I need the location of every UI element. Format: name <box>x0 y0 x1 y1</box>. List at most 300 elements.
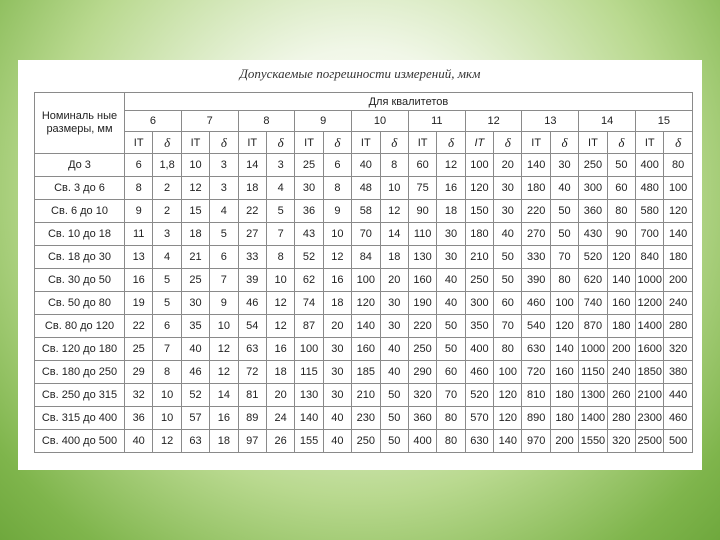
it-value-cell: 400 <box>408 430 436 453</box>
it-value-cell: 460 <box>522 292 550 315</box>
delta-value-cell: 40 <box>323 407 351 430</box>
delta-value-cell: 160 <box>607 292 635 315</box>
it-value-cell: 54 <box>238 315 266 338</box>
delta-value-cell: 80 <box>607 200 635 223</box>
it-value-cell: 40 <box>125 430 153 453</box>
it-value-cell: 480 <box>636 177 664 200</box>
delta-value-cell: 3 <box>210 154 238 177</box>
it-value-cell: 250 <box>465 269 493 292</box>
table-row <box>35 384 693 407</box>
delta-value-cell: 16 <box>210 407 238 430</box>
it-value-cell: 220 <box>522 200 550 223</box>
delta-value-cell: 50 <box>380 384 408 407</box>
it-value-cell: 130 <box>408 246 436 269</box>
table-row <box>35 407 693 430</box>
size-range-cell: Св. 180 до 250 <box>35 361 125 384</box>
it-value-cell: 300 <box>465 292 493 315</box>
delta-value-cell: 200 <box>664 269 692 292</box>
table-row <box>35 154 693 177</box>
it-subheader: IT <box>125 132 153 154</box>
it-value-cell: 75 <box>408 177 436 200</box>
delta-value-cell: 16 <box>323 269 351 292</box>
it-value-cell: 89 <box>238 407 266 430</box>
delta-value-cell: 18 <box>210 430 238 453</box>
delta-value-cell: 30 <box>437 246 465 269</box>
it-value-cell: 57 <box>181 407 209 430</box>
table-row <box>35 223 693 246</box>
it-value-cell: 250 <box>408 338 436 361</box>
table-row <box>35 200 693 223</box>
size-range-cell: Св. 10 до 18 <box>35 223 125 246</box>
delta-value-cell: 50 <box>494 246 522 269</box>
delta-value-cell: 120 <box>550 315 578 338</box>
delta-subheader: δ <box>437 132 465 154</box>
delta-value-cell: 12 <box>210 338 238 361</box>
table-row <box>35 430 693 453</box>
it-value-cell: 210 <box>352 384 380 407</box>
delta-value-cell: 500 <box>664 430 692 453</box>
it-subheader: IT <box>579 132 607 154</box>
delta-value-cell: 180 <box>664 246 692 269</box>
delta-value-cell: 140 <box>607 269 635 292</box>
delta-value-cell: 26 <box>266 430 294 453</box>
delta-value-cell: 50 <box>607 154 635 177</box>
delta-value-cell: 7 <box>266 223 294 246</box>
it-value-cell: 160 <box>408 269 436 292</box>
it-value-cell: 52 <box>181 384 209 407</box>
delta-value-cell: 50 <box>550 200 578 223</box>
it-subheader: IT <box>408 132 436 154</box>
delta-value-cell: 240 <box>607 361 635 384</box>
it-value-cell: 30 <box>181 292 209 315</box>
it-value-cell: 22 <box>125 315 153 338</box>
it-value-cell: 16 <box>125 269 153 292</box>
delta-value-cell: 5 <box>153 292 181 315</box>
grade-header-14: 14 <box>579 111 636 132</box>
delta-subheader: δ <box>153 132 181 154</box>
it-value-cell: 1200 <box>636 292 664 315</box>
delta-value-cell: 16 <box>437 177 465 200</box>
delta-value-cell: 18 <box>266 361 294 384</box>
it-value-cell: 1400 <box>579 407 607 430</box>
delta-value-cell: 7 <box>210 269 238 292</box>
it-value-cell: 185 <box>352 361 380 384</box>
table-row <box>35 292 693 315</box>
delta-value-cell: 10 <box>153 407 181 430</box>
grade-header-9: 9 <box>295 111 352 132</box>
it-value-cell: 19 <box>125 292 153 315</box>
it-subheader: IT <box>295 132 323 154</box>
delta-value-cell: 8 <box>153 361 181 384</box>
delta-value-cell: 50 <box>437 315 465 338</box>
it-value-cell: 140 <box>522 154 550 177</box>
it-value-cell: 11 <box>125 223 153 246</box>
delta-value-cell: 380 <box>664 361 692 384</box>
size-range-cell: Св. 3 до 6 <box>35 177 125 200</box>
it-value-cell: 320 <box>408 384 436 407</box>
delta-value-cell: 4 <box>153 246 181 269</box>
delta-value-cell: 50 <box>437 338 465 361</box>
table-row <box>35 269 693 292</box>
delta-value-cell: 3 <box>153 223 181 246</box>
it-value-cell: 39 <box>238 269 266 292</box>
delta-subheader: δ <box>380 132 408 154</box>
delta-value-cell: 40 <box>437 269 465 292</box>
it-value-cell: 140 <box>295 407 323 430</box>
it-value-cell: 1300 <box>579 384 607 407</box>
it-subheader: IT <box>465 132 493 154</box>
delta-value-cell: 18 <box>437 200 465 223</box>
it-value-cell: 190 <box>408 292 436 315</box>
it-value-cell: 33 <box>238 246 266 269</box>
it-value-cell: 81 <box>238 384 266 407</box>
delta-value-cell: 30 <box>494 200 522 223</box>
it-value-cell: 580 <box>636 200 664 223</box>
delta-subheader: δ <box>494 132 522 154</box>
it-value-cell: 120 <box>352 292 380 315</box>
it-value-cell: 100 <box>295 338 323 361</box>
table-row <box>35 361 693 384</box>
it-value-cell: 14 <box>238 154 266 177</box>
grade-header-15: 15 <box>636 111 693 132</box>
it-value-cell: 220 <box>408 315 436 338</box>
it-subheader: IT <box>522 132 550 154</box>
delta-value-cell: 100 <box>494 361 522 384</box>
it-value-cell: 35 <box>181 315 209 338</box>
it-value-cell: 40 <box>181 338 209 361</box>
it-value-cell: 180 <box>522 177 550 200</box>
delta-subheader: δ <box>607 132 635 154</box>
it-value-cell: 400 <box>636 154 664 177</box>
delta-value-cell: 50 <box>380 430 408 453</box>
it-value-cell: 87 <box>295 315 323 338</box>
it-value-cell: 110 <box>408 223 436 246</box>
delta-value-cell: 140 <box>494 430 522 453</box>
delta-value-cell: 40 <box>380 361 408 384</box>
it-value-cell: 63 <box>181 430 209 453</box>
it-value-cell: 360 <box>579 200 607 223</box>
delta-value-cell: 40 <box>437 292 465 315</box>
it-value-cell: 58 <box>352 200 380 223</box>
it-value-cell: 15 <box>181 200 209 223</box>
delta-value-cell: 30 <box>380 292 408 315</box>
delta-value-cell: 60 <box>607 177 635 200</box>
it-value-cell: 150 <box>465 200 493 223</box>
it-value-cell: 29 <box>125 361 153 384</box>
delta-value-cell: 40 <box>550 177 578 200</box>
delta-value-cell: 18 <box>380 246 408 269</box>
it-value-cell: 1400 <box>636 315 664 338</box>
grades-group-header: Для квалитетов <box>125 93 693 111</box>
delta-value-cell: 120 <box>494 384 522 407</box>
size-range-cell: Св. 315 до 400 <box>35 407 125 430</box>
table-row <box>35 338 693 361</box>
delta-value-cell: 10 <box>210 315 238 338</box>
it-value-cell: 36 <box>125 407 153 430</box>
delta-value-cell: 3 <box>266 154 294 177</box>
it-value-cell: 570 <box>465 407 493 430</box>
delta-value-cell: 5 <box>153 269 181 292</box>
it-value-cell: 140 <box>352 315 380 338</box>
size-range-cell: Св. 120 до 180 <box>35 338 125 361</box>
it-value-cell: 62 <box>295 269 323 292</box>
nominal-size-header: Номиналь ные размеры, мм <box>35 93 125 154</box>
delta-value-cell: 280 <box>664 315 692 338</box>
grade-header-7: 7 <box>181 111 238 132</box>
it-value-cell: 100 <box>352 269 380 292</box>
it-value-cell: 630 <box>522 338 550 361</box>
it-value-cell: 72 <box>238 361 266 384</box>
delta-value-cell: 50 <box>494 269 522 292</box>
it-value-cell: 460 <box>465 361 493 384</box>
it-subheader: IT <box>636 132 664 154</box>
it-value-cell: 6 <box>125 154 153 177</box>
delta-value-cell: 14 <box>380 223 408 246</box>
it-value-cell: 2300 <box>636 407 664 430</box>
delta-value-cell: 12 <box>266 315 294 338</box>
delta-value-cell: 60 <box>494 292 522 315</box>
delta-value-cell: 20 <box>266 384 294 407</box>
delta-subheader: δ <box>664 132 692 154</box>
it-value-cell: 250 <box>579 154 607 177</box>
delta-value-cell: 10 <box>380 177 408 200</box>
grade-header-13: 13 <box>522 111 579 132</box>
it-value-cell: 90 <box>408 200 436 223</box>
it-value-cell: 2100 <box>636 384 664 407</box>
it-value-cell: 160 <box>352 338 380 361</box>
it-value-cell: 290 <box>408 361 436 384</box>
delta-value-cell: 2 <box>153 200 181 223</box>
delta-subheader: δ <box>323 132 351 154</box>
it-value-cell: 46 <box>181 361 209 384</box>
it-value-cell: 520 <box>465 384 493 407</box>
it-value-cell: 97 <box>238 430 266 453</box>
it-value-cell: 13 <box>125 246 153 269</box>
size-range-cell: Св. 80 до 120 <box>35 315 125 338</box>
it-value-cell: 840 <box>636 246 664 269</box>
delta-value-cell: 6 <box>153 315 181 338</box>
it-value-cell: 620 <box>579 269 607 292</box>
it-value-cell: 21 <box>181 246 209 269</box>
it-value-cell: 540 <box>522 315 550 338</box>
delta-value-cell: 460 <box>664 407 692 430</box>
grade-header-8: 8 <box>238 111 295 132</box>
delta-value-cell: 120 <box>664 200 692 223</box>
delta-value-cell: 30 <box>494 177 522 200</box>
it-value-cell: 430 <box>579 223 607 246</box>
it-value-cell: 27 <box>238 223 266 246</box>
it-value-cell: 970 <box>522 430 550 453</box>
it-value-cell: 25 <box>295 154 323 177</box>
it-value-cell: 25 <box>181 269 209 292</box>
table-row <box>35 315 693 338</box>
table-row <box>35 177 693 200</box>
it-value-cell: 25 <box>125 338 153 361</box>
it-value-cell: 40 <box>352 154 380 177</box>
size-range-cell: Св. 18 до 30 <box>35 246 125 269</box>
delta-value-cell: 4 <box>266 177 294 200</box>
delta-value-cell: 90 <box>607 223 635 246</box>
delta-value-cell: 10 <box>153 384 181 407</box>
it-value-cell: 210 <box>465 246 493 269</box>
slide-panel <box>18 60 702 470</box>
delta-value-cell: 6 <box>210 246 238 269</box>
delta-subheader: δ <box>210 132 238 154</box>
it-value-cell: 1150 <box>579 361 607 384</box>
it-value-cell: 250 <box>352 430 380 453</box>
it-value-cell: 48 <box>352 177 380 200</box>
delta-value-cell: 30 <box>380 315 408 338</box>
size-range-cell: До 3 <box>35 154 125 177</box>
it-value-cell: 1600 <box>636 338 664 361</box>
delta-value-cell: 4 <box>210 200 238 223</box>
size-range-cell: Св. 400 до 500 <box>35 430 125 453</box>
delta-value-cell: 8 <box>266 246 294 269</box>
it-value-cell: 84 <box>352 246 380 269</box>
delta-value-cell: 180 <box>550 384 578 407</box>
delta-value-cell: 9 <box>323 200 351 223</box>
delta-value-cell: 6 <box>323 154 351 177</box>
it-value-cell: 12 <box>181 177 209 200</box>
delta-value-cell: 1,8 <box>153 154 181 177</box>
delta-value-cell: 5 <box>266 200 294 223</box>
delta-value-cell: 3 <box>210 177 238 200</box>
delta-value-cell: 12 <box>153 430 181 453</box>
delta-subheader: δ <box>266 132 294 154</box>
delta-value-cell: 12 <box>380 200 408 223</box>
it-value-cell: 1000 <box>579 338 607 361</box>
it-value-cell: 120 <box>465 177 493 200</box>
delta-value-cell: 180 <box>607 315 635 338</box>
delta-value-cell: 16 <box>266 338 294 361</box>
it-value-cell: 180 <box>465 223 493 246</box>
table-title: Допускаемые погрешности измерений, мкм <box>239 66 481 81</box>
delta-value-cell: 20 <box>494 154 522 177</box>
grade-header-12: 12 <box>465 111 522 132</box>
delta-value-cell: 120 <box>607 246 635 269</box>
it-value-cell: 100 <box>465 154 493 177</box>
delta-value-cell: 200 <box>607 338 635 361</box>
delta-value-cell: 140 <box>664 223 692 246</box>
delta-value-cell: 70 <box>494 315 522 338</box>
delta-value-cell: 160 <box>550 361 578 384</box>
delta-value-cell: 50 <box>380 407 408 430</box>
it-value-cell: 18 <box>238 177 266 200</box>
delta-value-cell: 40 <box>380 338 408 361</box>
delta-value-cell: 12 <box>266 292 294 315</box>
tolerance-table <box>34 92 693 453</box>
delta-value-cell: 9 <box>210 292 238 315</box>
delta-value-cell: 60 <box>437 361 465 384</box>
delta-value-cell: 30 <box>323 338 351 361</box>
it-value-cell: 890 <box>522 407 550 430</box>
delta-value-cell: 20 <box>323 315 351 338</box>
delta-value-cell: 12 <box>323 246 351 269</box>
delta-value-cell: 200 <box>550 430 578 453</box>
delta-value-cell: 180 <box>550 407 578 430</box>
delta-value-cell: 240 <box>664 292 692 315</box>
delta-value-cell: 5 <box>210 223 238 246</box>
delta-value-cell: 40 <box>494 223 522 246</box>
it-subheader: IT <box>181 132 209 154</box>
delta-value-cell: 320 <box>664 338 692 361</box>
delta-value-cell: 100 <box>664 177 692 200</box>
delta-value-cell: 24 <box>266 407 294 430</box>
delta-value-cell: 30 <box>323 361 351 384</box>
it-value-cell: 360 <box>408 407 436 430</box>
it-value-cell: 43 <box>295 223 323 246</box>
it-value-cell: 115 <box>295 361 323 384</box>
it-value-cell: 70 <box>352 223 380 246</box>
it-value-cell: 230 <box>352 407 380 430</box>
grade-header-6: 6 <box>125 111 182 132</box>
it-value-cell: 8 <box>125 177 153 200</box>
it-value-cell: 10 <box>181 154 209 177</box>
delta-value-cell: 14 <box>210 384 238 407</box>
delta-value-cell: 7 <box>153 338 181 361</box>
it-value-cell: 60 <box>408 154 436 177</box>
it-value-cell: 870 <box>579 315 607 338</box>
delta-value-cell: 50 <box>550 223 578 246</box>
it-value-cell: 9 <box>125 200 153 223</box>
it-subheader: IT <box>238 132 266 154</box>
it-value-cell: 700 <box>636 223 664 246</box>
it-value-cell: 1850 <box>636 361 664 384</box>
it-value-cell: 32 <box>125 384 153 407</box>
it-value-cell: 810 <box>522 384 550 407</box>
it-value-cell: 1550 <box>579 430 607 453</box>
delta-value-cell: 8 <box>380 154 408 177</box>
delta-value-cell: 260 <box>607 384 635 407</box>
delta-value-cell: 18 <box>323 292 351 315</box>
delta-value-cell: 40 <box>323 430 351 453</box>
it-value-cell: 130 <box>295 384 323 407</box>
it-value-cell: 46 <box>238 292 266 315</box>
delta-value-cell: 120 <box>494 407 522 430</box>
it-value-cell: 63 <box>238 338 266 361</box>
delta-value-cell: 12 <box>210 361 238 384</box>
delta-value-cell: 30 <box>323 384 351 407</box>
grade-header-10: 10 <box>352 111 409 132</box>
it-value-cell: 270 <box>522 223 550 246</box>
delta-value-cell: 80 <box>550 269 578 292</box>
it-value-cell: 155 <box>295 430 323 453</box>
delta-value-cell: 8 <box>323 177 351 200</box>
it-value-cell: 2500 <box>636 430 664 453</box>
size-range-cell: Св. 6 до 10 <box>35 200 125 223</box>
size-range-cell: Св. 50 до 80 <box>35 292 125 315</box>
it-value-cell: 1000 <box>636 269 664 292</box>
it-value-cell: 36 <box>295 200 323 223</box>
it-value-cell: 520 <box>579 246 607 269</box>
it-value-cell: 390 <box>522 269 550 292</box>
delta-value-cell: 80 <box>664 154 692 177</box>
it-value-cell: 52 <box>295 246 323 269</box>
it-value-cell: 740 <box>579 292 607 315</box>
delta-value-cell: 30 <box>550 154 578 177</box>
delta-value-cell: 280 <box>607 407 635 430</box>
table-row <box>35 246 693 269</box>
delta-value-cell: 30 <box>437 223 465 246</box>
it-value-cell: 720 <box>522 361 550 384</box>
delta-value-cell: 320 <box>607 430 635 453</box>
it-value-cell: 300 <box>579 177 607 200</box>
delta-value-cell: 100 <box>550 292 578 315</box>
it-value-cell: 18 <box>181 223 209 246</box>
size-range-cell: Св. 250 до 315 <box>35 384 125 407</box>
size-range-cell: Св. 30 до 50 <box>35 269 125 292</box>
it-value-cell: 74 <box>295 292 323 315</box>
